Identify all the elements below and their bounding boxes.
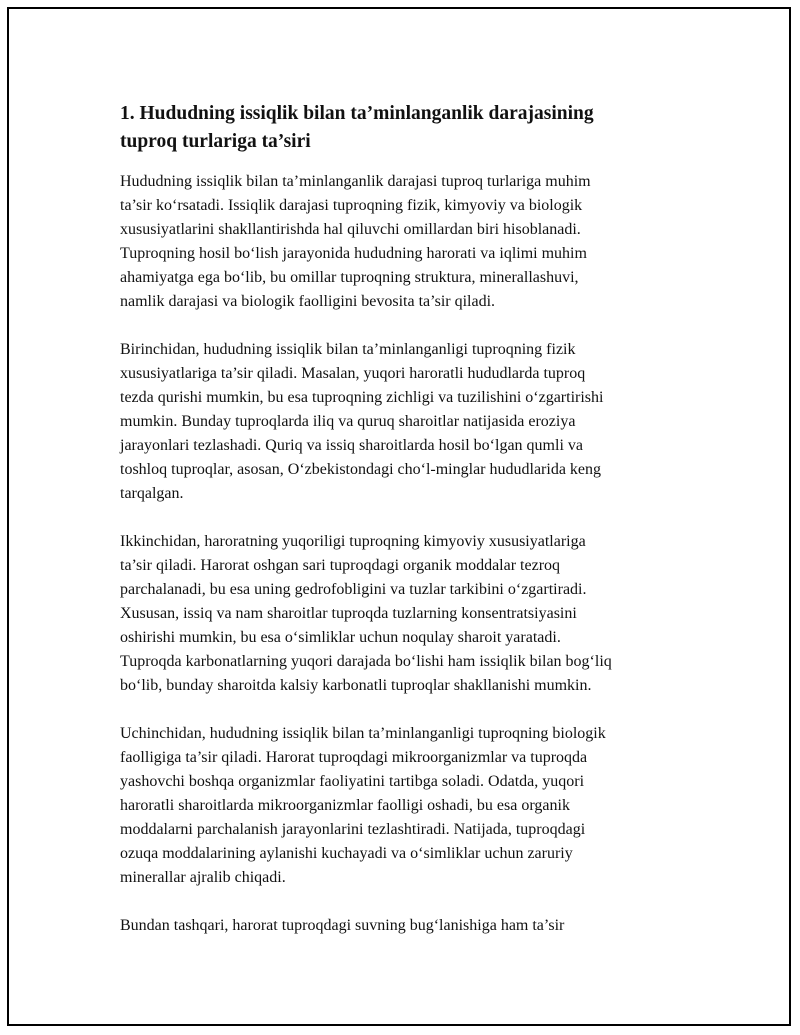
paragraph-physical: Birinchidan, hududning issiqlik bilan ta’minlanganligi tuproqning fizik xususiyatlariga ta’sir qiladi. Masalan, yuqori haroratli hududlarda tuproq tezda qurishi mumkin, bu esa tuproqning zichligi va tuzilishini o‘zgartirishi mumkin. Bunday tuproqlarda iliq va quruq sharoitlar natijasida eroziya jarayonlari tezlashadi. Quriq va issiq sharoitlarda hosil bo‘lgan qumli va toshloq tuproqlar, asosan, O‘zbekistondagi cho‘l-minglar hududlarida keng tarqalgan. <box>120 341 604 502</box>
paragraph-continuation: Bundan tashqari, harorat tuproqdagi suvning bug‘lanishiga ham ta’sir <box>120 917 565 934</box>
paragraph-intro: Hududning issiqlik bilan ta’minlanganlik darajasi tuproq turlariga muhim ta’sir ko‘rsatadi. Issiqlik darajasi tuproqning fizik, kimyoviy va biologik xususiyatlarini shakllantirishda hal qiluvchi omillardan biri hisoblanadi. Tuproqning hosil bo‘lish jarayonida hududning harorati va iqlimi muhim ahamiyatga ega bo‘lib, bu omillar tuproqning struktura, minerallashuvi, namlik darajasi va biologik faolligini bevosita ta’sir qiladi. <box>120 173 591 310</box>
paragraph-biological: Uchinchidan, hududning issiqlik bilan ta’minlanganligi tuproqning biologik faolligiga ta’sir qiladi. Harorat tuproqdagi mikroorganizmlar va tuproqda yashovchi boshqa organizmlar faoliyatini tartibga soladi. Odatda, yuqori haroratli sharoitlarda mikroorganizmlar faolligi oshadi, bu esa organik moddalarni parchalanish jarayonlarini tezlashtiradi. Natijada, tuproqdagi ozuqa moddalarining aylanishi kuchayadi va o‘simliklar uchun zaruriy minerallar ajralib chiqadi. <box>120 725 606 886</box>
section-title: 1. Hududning issiqlik bilan ta’minlanganlik darajasining tuproq turlariga ta’siri <box>120 103 594 152</box>
document-body <box>120 100 700 962</box>
paragraph-chemical: Ikkinchidan, haroratning yuqoriligi tuproqning kimyoviy xususiyatlariga ta’sir qiladi. Harorat oshgan sari tuproqdagi organik moddalar tezroq parchalanadi, bu esa uning gedrofobligini va tuzlar tarkibini o‘zgartiradi. Xususan, issiq va nam sharoitlar tuproqda tuzlarning konsentratsiyasini oshirishi mumkin, bu esa o‘simliklar uchun noqulay sharoit yaratadi. Tuproqda karbonatlarning yuqori darajada bo‘lishi ham issiqlik bilan bog‘liq bo‘lib, bunday sharoitda kalsiy karbonatli tuproqlar shakllanishi mumkin. <box>120 533 612 694</box>
page-frame <box>7 7 791 1026</box>
